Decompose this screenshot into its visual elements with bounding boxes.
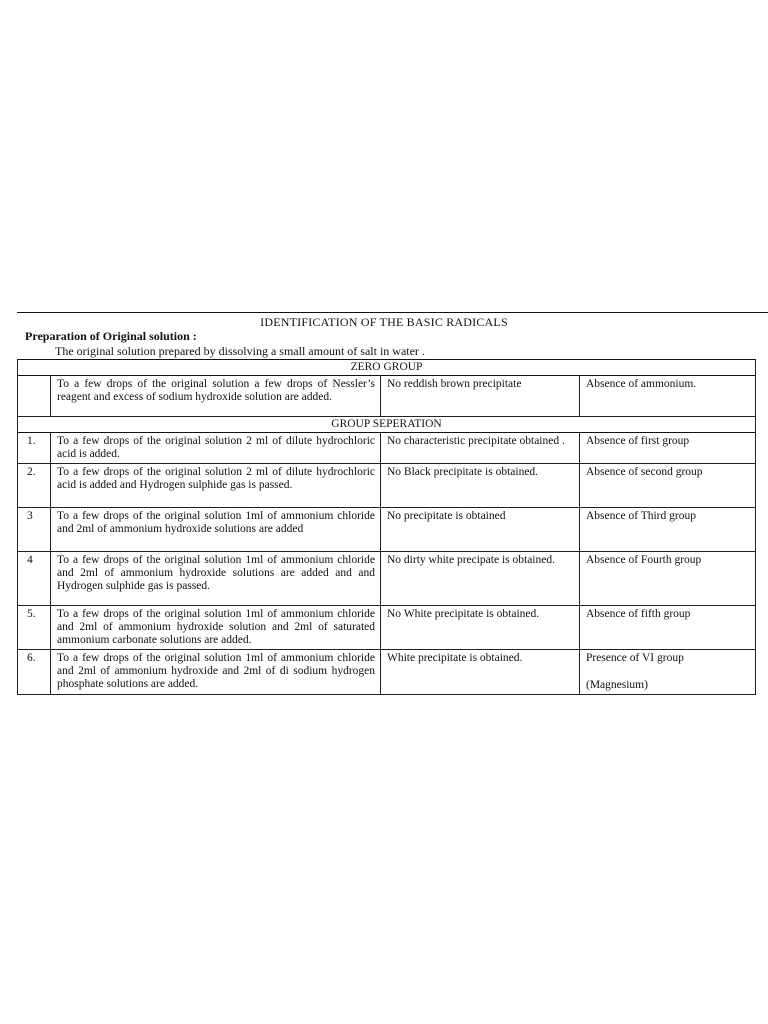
observation-cell: No dirty white precipate is obtained. bbox=[381, 552, 580, 606]
observation-cell: No reddish brown precipitate bbox=[381, 376, 580, 417]
observation-cell: White precipitate is obtained. bbox=[381, 650, 580, 695]
document-title: IDENTIFICATION OF THE BASIC RADICALS bbox=[260, 315, 508, 329]
table-row bbox=[18, 376, 756, 417]
row-number: 1. bbox=[18, 433, 51, 464]
preparation-text: The original solution prepared by dissolving a small amount of salt in water . bbox=[55, 344, 425, 358]
procedure-cell: To a few drops of the original solution 2 ml of dilute hydrochloric acid is added and Hydrogen sulphide gas is passed. bbox=[51, 464, 381, 508]
inference-cell: Absence of Third group bbox=[580, 508, 756, 552]
row-number: 4 bbox=[18, 552, 51, 606]
table-row bbox=[18, 552, 756, 606]
zero-group-header-row bbox=[18, 360, 756, 376]
radicals-table bbox=[17, 359, 756, 695]
row-number: 5. bbox=[18, 606, 51, 650]
row-number: 3 bbox=[18, 508, 51, 552]
table-row bbox=[18, 433, 756, 464]
observation-cell: No characteristic precipitate obtained . bbox=[381, 433, 580, 464]
observation-cell: No Black precipitate is obtained. bbox=[381, 464, 580, 508]
group-separation-heading: GROUP SEPERATION bbox=[18, 417, 756, 433]
group-separation-header-row bbox=[18, 417, 756, 433]
procedure-cell: To a few drops of the original solution a few drops of Nessler’s reagent and excess of sodium hydroxide solution are added. bbox=[51, 376, 381, 417]
inference-note: (Magnesium) bbox=[586, 679, 648, 691]
inference-cell bbox=[580, 650, 756, 695]
table-row bbox=[18, 606, 756, 650]
procedure-cell: To a few drops of the original solution 2 ml of dilute hydrochloric acid is added. bbox=[51, 433, 381, 464]
observation-cell: No precipitate is obtained bbox=[381, 508, 580, 552]
table-row bbox=[18, 464, 756, 508]
table-row bbox=[18, 508, 756, 552]
inference-cell: Absence of second group bbox=[580, 464, 756, 508]
table-row bbox=[18, 650, 756, 695]
row-number: 6. bbox=[18, 650, 51, 695]
procedure-cell: To a few drops of the original solution 1ml of ammonium chloride and 2ml of ammonium hydroxide and 2ml of di sodium hydrogen phosphate solutions are added. bbox=[51, 650, 381, 695]
procedure-cell: To a few drops of the original solution 1ml of ammonium chloride and 2ml of ammonium hydroxide solutions are added and and Hydrogen sulphide gas is passed. bbox=[51, 552, 381, 606]
row-number: 2. bbox=[18, 464, 51, 508]
procedure-cell: To a few drops of the original solution 1ml of ammonium chloride and 2ml of ammonium hydroxide solutions are added bbox=[51, 508, 381, 552]
observation-cell: No White precipitate is obtained. bbox=[381, 606, 580, 650]
top-rule bbox=[17, 312, 768, 313]
inference-cell: Absence of first group bbox=[580, 433, 756, 464]
row-number bbox=[18, 376, 51, 417]
preparation-heading: Preparation of Original solution : bbox=[25, 329, 197, 343]
inference-cell: Absence of Fourth group bbox=[580, 552, 756, 606]
zero-group-heading: ZERO GROUP bbox=[18, 360, 756, 376]
inference-text: Presence of VI group bbox=[586, 652, 684, 664]
inference-cell: Absence of ammonium. bbox=[580, 376, 756, 417]
procedure-cell: To a few drops of the original solution 1ml of ammonium chloride and 2ml of ammonium hydroxide solution and 2ml of saturated ammonium carbonate solutions are added. bbox=[51, 606, 381, 650]
inference-cell: Absence of fifth group bbox=[580, 606, 756, 650]
